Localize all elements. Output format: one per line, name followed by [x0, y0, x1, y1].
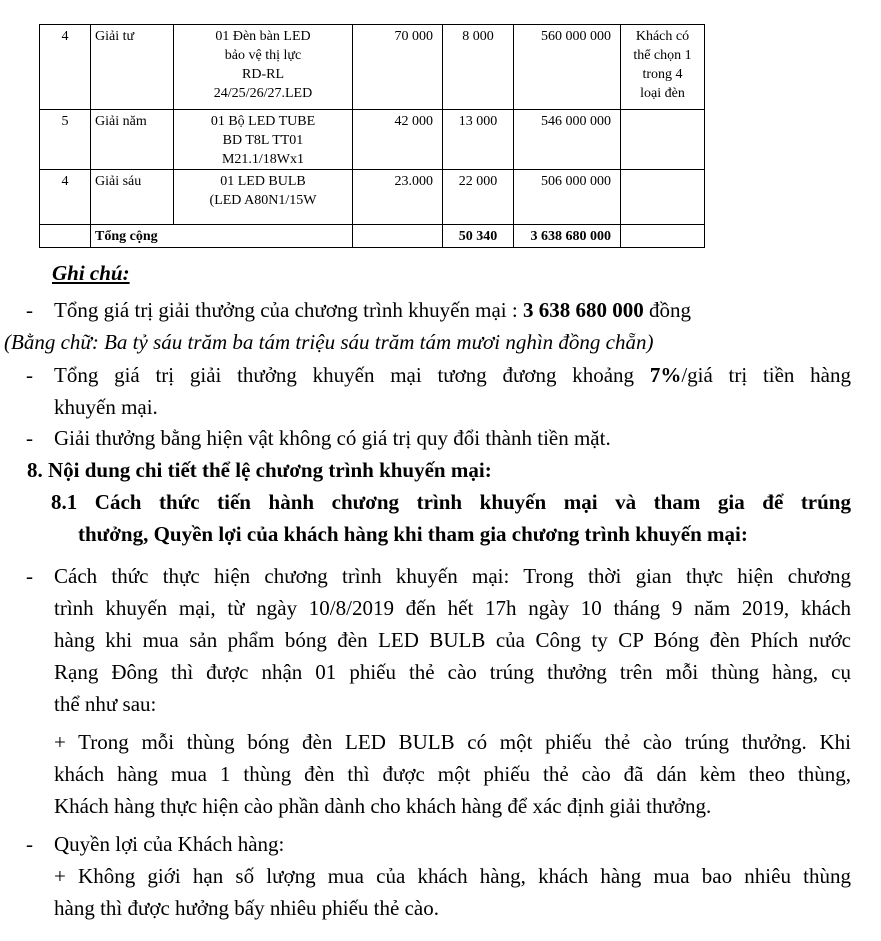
table-row: [40, 110, 705, 170]
paragraph-line: hàng khi mua sản phẩm bóng đèn LED BULB của Công ty CP Bóng đèn Phích nước: [54, 628, 851, 652]
note-total-text: Tổng giá trị giải thưởng của chương trình khuyến mại :: [54, 298, 523, 322]
paragraph-line: thể như sau:: [54, 692, 157, 716]
notes-heading: Ghi chú:: [52, 261, 130, 285]
bullet-dash: -: [26, 426, 33, 450]
section-8-heading: 8. Nội dung chi tiết thể lệ chương trình khuyến mại:: [27, 458, 492, 482]
cell-note: Khách có thể chọn 1 trong 4 loại đèn: [621, 25, 705, 110]
cell-total: 506 000 000: [514, 170, 621, 225]
note-total-amount: 3 638 680 000: [522, 298, 644, 322]
bullet-dash: -: [26, 363, 33, 387]
total-amount: 3 638 680 000: [514, 225, 621, 248]
paragraph-line: + Không giới hạn số lượng mua của khách hàng, khách hàng mua bao nhiêu thùng: [54, 864, 851, 888]
paragraph-line: Cách thức thực hiện chương trình khuyến mại: Trong thời gian thực hiện chương: [54, 564, 851, 588]
cell-item: 01 Bộ LED TUBE BD T8L TT01 M21.1/18Wx1: [174, 110, 353, 170]
note-percent-value: 7%: [649, 363, 682, 387]
bullet-dash: -: [26, 298, 33, 322]
cell-unit-price: 23.000: [353, 170, 443, 225]
total-label: Tổng cộng: [91, 225, 353, 248]
bullet-dash: -: [26, 564, 33, 588]
cell-note: [621, 110, 705, 170]
section-8-1-heading: 8.1 Cách thức tiến hành chương trình khuyến mại và tham gia để trúng: [51, 490, 851, 514]
cell-item: 01 Đèn bàn LED bảo vệ thị lực RD-RL 24/25/26/27.LED: [174, 25, 353, 110]
paragraph-unlimited-purchase: [54, 860, 851, 924]
note-percent-line-2: khuyến mại.: [54, 395, 158, 419]
total-quantity: 50 340: [443, 225, 514, 248]
paragraph-line: hàng thì được hưởng bấy nhiêu phiếu thẻ cào.: [54, 896, 439, 920]
cell-unit-price: 42 000: [353, 110, 443, 170]
cell-quantity: 22 000: [443, 170, 514, 225]
cell-note: [621, 170, 705, 225]
table-row: [40, 170, 705, 225]
cell-quantity: 8 000: [443, 25, 514, 110]
paragraph-how-it-works: [54, 560, 851, 720]
cell-total: 546 000 000: [514, 110, 621, 170]
cell-no: 5: [40, 110, 91, 170]
paragraph-line: Khách hàng thực hiện cào phần dành cho khách hàng để xác định giải thưởng.: [54, 794, 712, 818]
paragraph-line: Rạng Đông thì được nhận 01 phiếu thẻ cào trúng thưởng trên mỗi thùng hàng, cụ: [54, 660, 851, 684]
bullet-dash: -: [26, 832, 33, 856]
cell-no: 4: [40, 25, 91, 110]
paragraph-line: + Trong mỗi thùng bóng đèn LED BULB có một phiếu thẻ cào trúng thưởng. Khi: [54, 730, 851, 754]
table-row: [40, 25, 705, 110]
prize-table: [39, 24, 705, 248]
paragraph-customer-benefits: Quyền lợi của Khách hàng:: [54, 832, 285, 856]
cell-total: 560 000 000: [514, 25, 621, 110]
section-8-1-heading-2: thưởng, Quyền lợi của khách hàng khi tham gia chương trình khuyến mại:: [78, 522, 748, 546]
cell-prize-name: Giải sáu: [91, 170, 174, 225]
cell-empty: [621, 225, 705, 248]
cell-unit-price: 70 000: [353, 25, 443, 110]
paragraph-line: khách hàng mua 1 thùng đèn thì được một phiếu thẻ cào đã dán kèm theo thùng,: [54, 762, 851, 786]
paragraph-scratch-card: [54, 726, 851, 822]
table-total-row: [40, 225, 705, 248]
note-total-suffix: đồng: [643, 298, 691, 322]
cell-prize-name: Giải tư: [91, 25, 174, 110]
note-total-in-words: (Bằng chữ: Ba tỷ sáu trăm ba tám triệu sáu trăm tám mươi nghìn đồng chẵn): [4, 330, 654, 354]
cell-item: 01 LED BULB (LED A80N1/15W: [174, 170, 353, 225]
cell-quantity: 13 000: [443, 110, 514, 170]
cell-no: 4: [40, 170, 91, 225]
cell-prize-name: Giải năm: [91, 110, 174, 170]
cell-empty: [40, 225, 91, 248]
paragraph-line: trình khuyến mại, từ ngày 10/8/2019 đến hết 17h ngày 10 tháng 9 năm 2019, khách: [54, 596, 851, 620]
note-percent-line: Tổng giá trị giải thưởng khuyến mại tương đương khoảng 7%/giá trị tiền hàng: [54, 363, 851, 387]
note-total-value: [54, 294, 851, 326]
note-no-cash: Giải thưởng bằng hiện vật không có giá trị quy đổi thành tiền mặt.: [54, 426, 611, 450]
cell-empty: [353, 225, 443, 248]
